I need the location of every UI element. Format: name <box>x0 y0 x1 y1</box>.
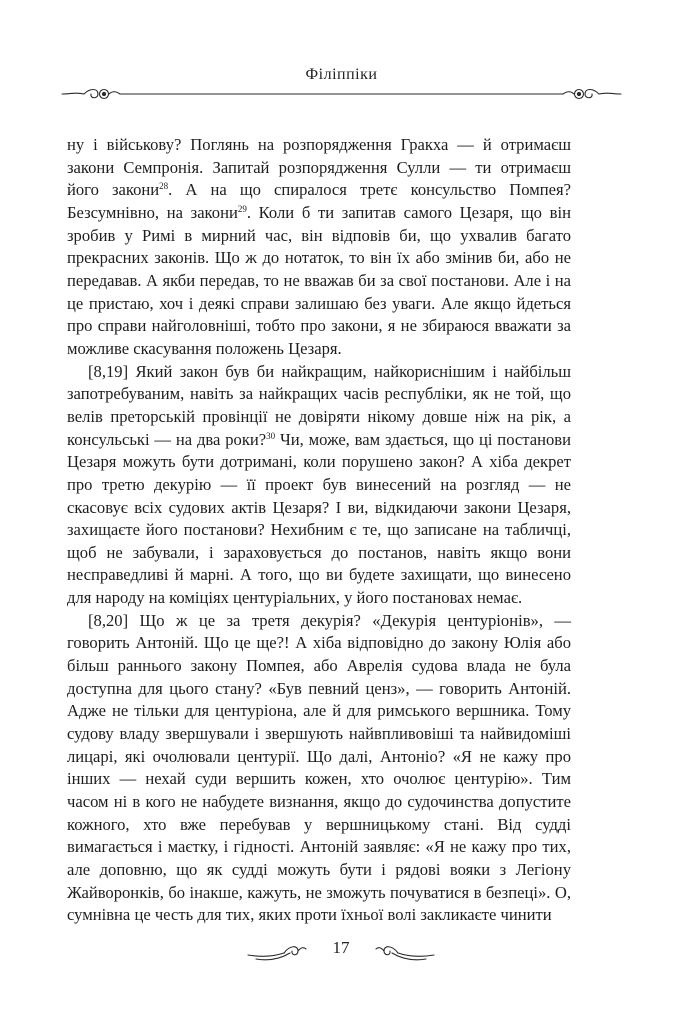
paragraph <box>67 361 571 610</box>
page-number: 17 <box>332 938 350 957</box>
flourish-rule-icon <box>60 82 623 106</box>
text-run: . Коли б ти запитав самого Цезаря, що він зробив у Римі в мирний час, він відповів би, що ухвалив багато прекрасних законів. Що ж до нотаток, то він їх або змінив би, або не передавав. А якби передав, то не вважав би за свої постанови. Але і на це пристаю, хоч і деякі справи залишаю без уваги. Але якщо йдеться про справи найголовніші, тобто про закони, я не збираюся вважати за можливе скасування положень Цезаря. <box>67 202 571 358</box>
paragraph <box>67 610 571 927</box>
body-text <box>67 134 571 927</box>
page-footer <box>246 935 436 965</box>
text-run: ну і військову? Поглянь на розпорядження Гракха — й отримаєш закони Семпронія. Запитай розпорядження Сулли — ти отримаєш його закони <box>67 135 571 200</box>
footnote-ref: 28 <box>159 181 169 192</box>
text-run: . А на що спиралося третє консульство Помпея? Безсумнівно, на закони <box>67 180 571 222</box>
text-run: Чи, може, вам здається, що ці постанови Цезаря можуть бути дотримані, коли порушено закон? А хіба декрет про третю декурію — її проект був винесений на розгляд — не скасовує всіх судових актів Цезаря? І ви, відкидаючи закони Цезаря, захищаєте його постанови? Нехибним є те, що записане на табличці, щоб не забували, і зараховується до постанов, навіть якщо вони несправедливі й марні. А того, що ви будете захищати, що винесено для народу на коміціях центуріальних, у його постановах немає. <box>67 429 571 608</box>
text-run: [8,19] Який закон був би найкращим, найкориснішим і найбільш запотребуваним, навіть за найкращих часів республіки, як не той, що велів преторській провінції не довіряти нікому довше ніж на рік, а консульські — на два роки? <box>67 361 571 449</box>
running-header <box>60 66 623 106</box>
paragraph <box>67 134 571 361</box>
footnote-ref: 30 <box>266 430 276 441</box>
text-run: [8,20] Що ж це за третя декурія? «Декурія центуріонів», — говорить Антоній. Що це ще?! А хіба відповідно до закону Юлія або більш раннього закону Помпея, або Аврелія судова влада не була доступна для цього стану? «Був певний ценз», — говорить Антоній. Адже не тільки для центуріона, але й для римського вершника. Тому судову владу звершували і звершують найвпливовіші та найвидоміші лицарі, які очолювали центурії. Що далі, Антоніо? «Я не кажу про інших — нехай суди вершить кожен, хто очолює центурію». Тим часом ні в кого не набудете визнання, якщо до судочинства допустите кожного, хто вже перебував у вершницькому стані. Від судді вимагається і маєтку, і гідності. Антоній заявляє: «Я не кажу про тих, але доповню, що як судді можуть бути і рядові вояки з Легіону Жайворонків, бо інакше, кажуть, не зможуть почуватися в безпеці». О, сумнівна це честь для тих, яких проти їхньої волі закликаєте чинити <box>67 610 571 925</box>
running-title: Філіппіки <box>305 66 378 83</box>
footnote-ref: 29 <box>237 203 247 214</box>
